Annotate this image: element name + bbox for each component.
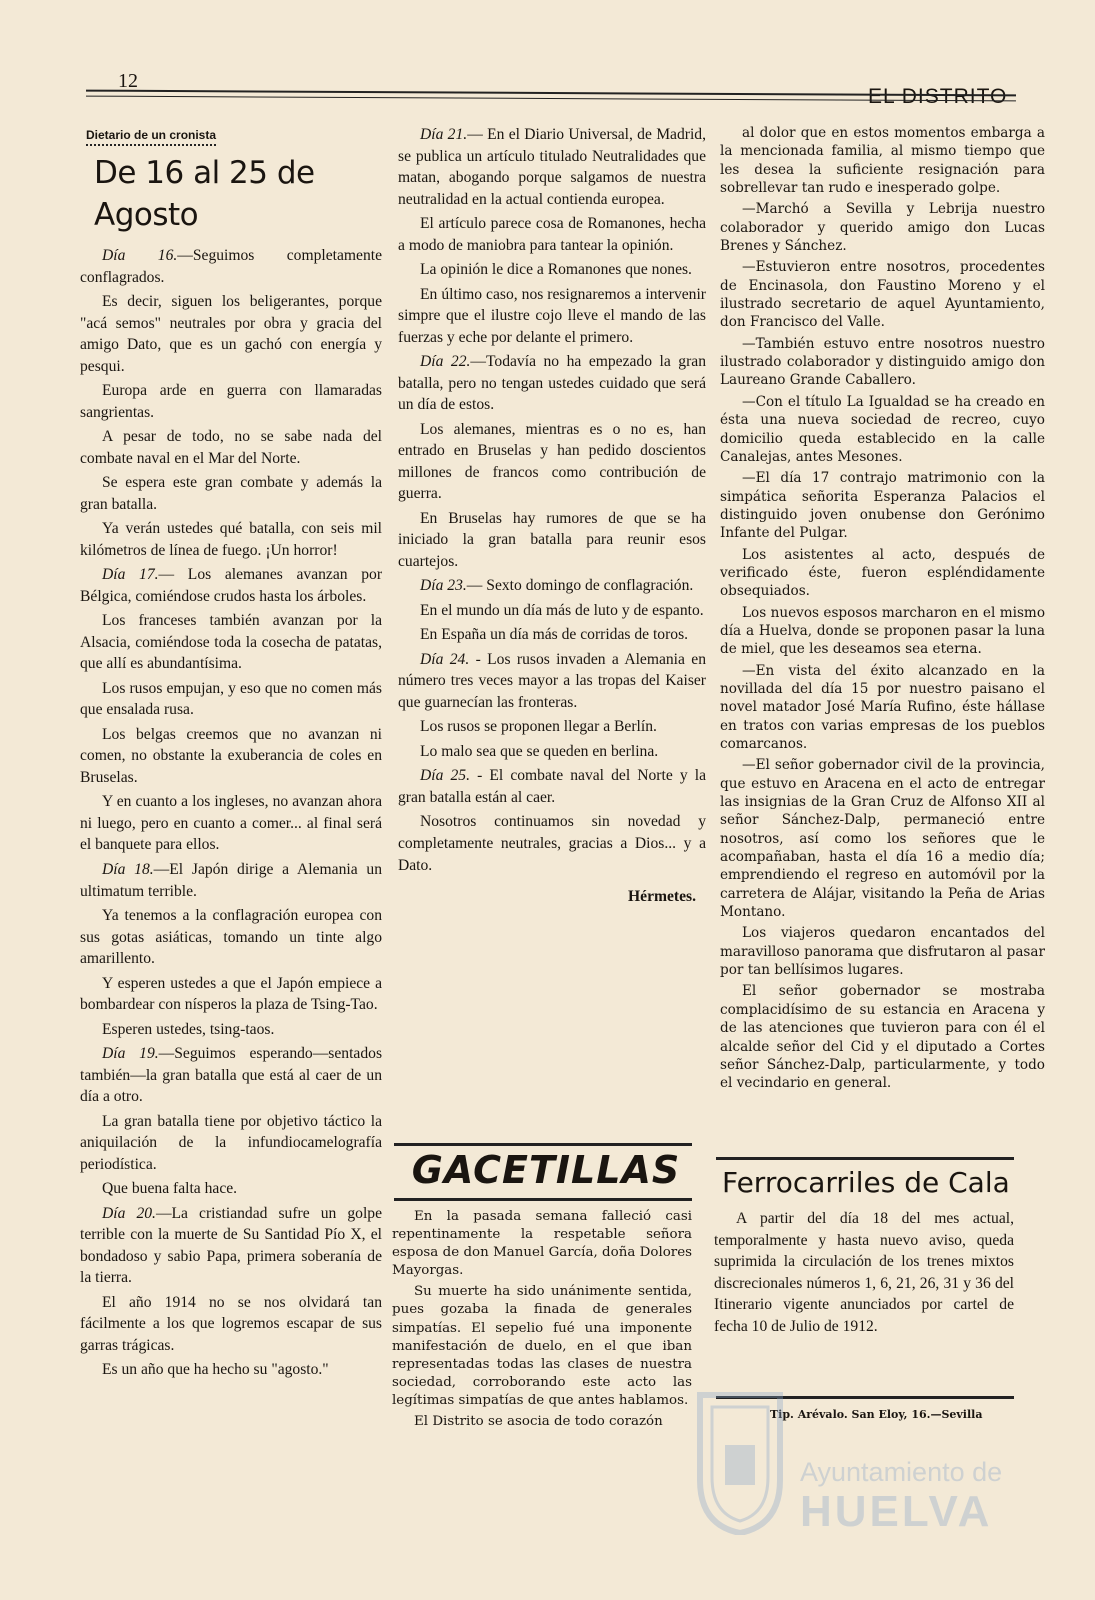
gacetillas-paragraph: El Distrito se asocia de todo corazón xyxy=(414,1414,663,1430)
watermark-line-2: HUELVA xyxy=(800,1487,993,1536)
column-1-paragraph: Día 20.—La cristiandad sufre un golpe terrible con la muerte de Su Santidad Pío X, el bondadoso y sabio Papa, primera soberanía de la tierra. xyxy=(80,1204,382,1287)
day-heading: Día 22. xyxy=(420,353,471,371)
column-1-paragraph: El año 1914 no se nos olvidará tan fácilmente a los que logremos escapar de sus garras trágicas. xyxy=(80,1293,382,1354)
column-2-paragraph: Día 21.— En el Diario Universal, de Madrid, se publica un artículo titulado Neutralidades que matan, abogando porque salgamos de nuestra neutralidad en la actual contienda europea. xyxy=(398,126,706,208)
column-2-paragraph: Lo malo sea que se queden en berlina. xyxy=(420,742,659,760)
gacetillas-rule-top xyxy=(394,1143,692,1146)
column-2-paragraph: Día 23.— Sexto domingo de conflagración. xyxy=(420,577,694,595)
column-3-paragraph: —Marchó a Sevilla y Lebrija nuestro colaborador y querido amigo don Lucas Brenes y Sánchez. xyxy=(720,201,1045,255)
column-3-paragraph: —Estuvieron entre nosotros, procedentes de Encinasola, don Faustino Moreno y el ilustrado secretario de aquel Ayuntamiento, don Francisco del Valle. xyxy=(720,259,1045,331)
column-1-paragraph: A pesar de todo, no se sabe nada del combate naval en el Mar del Norte. xyxy=(80,428,382,467)
page-number: 12 xyxy=(118,70,138,92)
column-1-paragraph: Día 17.— Los alemanes avanzan por Bélgica, comiéndose crudos hasta los árboles. xyxy=(80,566,383,605)
gacetillas-rule-bottom xyxy=(394,1198,692,1201)
column-3-paragraph: al dolor que en estos momentos embarga a la mencionada familia, al mismo tiempo que les desea la suficiente resignación para sobrellevar tan rudo e inesperado golpe. xyxy=(720,125,1045,197)
column-1-paragraph: Día 16.—Seguimos completamente conflagrados. xyxy=(80,247,383,286)
column-1-paragraph: Los franceses también avanzan por la Alsacia, comiéndose toda la cosecha de patatas, que allí es abundantísima. xyxy=(80,612,382,673)
column-1-paragraph: La gran batalla tiene por objetivo táctico la aniquilación de la infundiocamelografía periodística. xyxy=(80,1112,382,1173)
column-3-paragraph: Los asistentes al acto, después de verificado éste, fueron espléndidamente obsequiados. xyxy=(720,546,1045,600)
ferrocarriles-text: A partir del día 18 del mes actual, temporalmente y hasta nuevo aviso, queda suprimida la circulación de los trenes mixtos discrecionales números 1, 6, 21, 26, 31 y 36 del Itinerario vigente anunciados por cartel de fecha 10 de Julio de 1912. xyxy=(714,1210,1014,1335)
column-1-paragraph: Ya verán ustedes qué batalla, con seis mil kilómetros de línea de fuego. ¡Un horror! xyxy=(80,520,382,559)
column-1-paragraph: Día 19.—Seguimos esperando—sentados también—la gran batalla que está al caer de un día a otro. xyxy=(80,1045,383,1106)
column-1-paragraph: Se espera este gran combate y además la gran batalla. xyxy=(80,474,382,513)
day-heading: Día 20. xyxy=(102,1204,156,1222)
gacetillas-paragraph: Su muerte ha sido unánimente sentida, pues gozaba la finada de generales simpatías. El sepelio fué una imponente manifestación de duelo, en el que iban representadas todas las clases de nuestra sociedad, corroborando este acto las legítimas simpatías de que antes hablamos. xyxy=(392,1284,692,1408)
column-2-paragraph: Nosotros continuamos sin novedad y completamente neutrales, gracias a Dios... y a Dato. xyxy=(398,813,706,874)
column-2-paragraph: Día 25. - El combate naval del Norte y la gran batalla están al caer. xyxy=(398,767,706,806)
printer-imprint: Tip. Arévalo. San Eloy, 16.—Sevilla xyxy=(770,1408,983,1421)
column-1-paragraph: Europa arde en guerra con llamaradas sangrientas. xyxy=(80,382,382,421)
gacetillas-body xyxy=(392,1208,692,1434)
column-2-paragraph: En España un día más de corridas de toros. xyxy=(420,626,689,644)
column-2-paragraph: Los rusos se proponen llegar a Berlín. xyxy=(420,718,657,736)
column-1-paragraph: Día 18.—El Japón dirige a Alemania un ultimatum terrible. xyxy=(80,861,382,900)
column-2-paragraph: En último caso, nos resignaremos a intervenir simpre que el ilustre cojo lleve el mando de las fuerzas y eche por delante el primero. xyxy=(398,285,706,346)
column-3-paragraph: —El señor gobernador civil de la provincia, que estuvo en Aracena en el acto de entregar las insignias de la Gran Cruz de Alfonso XII al señor Sánchez-Dalp, permaneció entre nosotros, así como los señores que le acompañaban, hasta el día 16 a medio día; emprendiendo el regreso en automóvil por la carretera de Alájar, visitando la Peña de Arias Montano. xyxy=(720,757,1045,921)
column-3-paragraph: —El día 17 contrajo matrimonio con la simpática señorita Esperanza Palacios el distinguido joven onubense don Gerónimo Infante del Pulgar. xyxy=(720,470,1045,542)
column-1-paragraph: Es decir, siguen los beligerantes, porque "acá semos" neutrales por obra y gracia del amigo Dato, que es un gachó con energía y pesqui. xyxy=(80,293,382,375)
column-2-paragraph: Día 22.—Todavía no ha empezado la gran batalla, pero no tengan ustedes cuidado que será un día de estos. xyxy=(398,353,706,414)
column-3-paragraph: Los viajeros quedaron encantados del maravilloso panorama que disfrutaron al pasar por tan bellísimos lugares. xyxy=(720,925,1045,979)
day-heading: Día 23. xyxy=(420,577,467,595)
column-2-paragraph: La opinión le dice a Romanones que nones. xyxy=(420,261,692,279)
column-1-paragraph: Los rusos empujan, y eso que no comen más que ensalada rusa. xyxy=(80,679,382,719)
gacetillas-title: GACETILLAS xyxy=(411,1148,681,1192)
watermark-line-1: Ayuntamiento de xyxy=(800,1457,1003,1487)
column-1-body xyxy=(80,245,382,1381)
column-2-paragraph: El artículo parece cosa de Romanones, hecha a modo de maniobra para tantear la opinión. xyxy=(398,215,706,254)
ferrocarriles-rule-top xyxy=(716,1157,1014,1160)
day-heading: Día 21. xyxy=(420,126,468,143)
ayuntamiento-watermark xyxy=(690,1385,1020,1545)
column-3-paragraph: Los nuevos esposos marcharon en el mismo día a Huelva, donde se proponen pasar la luna de miel, que les deseamos sea eterna. xyxy=(720,604,1045,658)
column-2-body xyxy=(398,124,706,876)
column-1-paragraph: Ya tenemos a la conflagración europea con sus gotas asiáticas, tomando un tinte algo amarillento. xyxy=(80,907,382,968)
column-1-paragraph: Los belgas creemos que no avanzan ni comen, no obstante la exuberancia de coles en Bruselas. xyxy=(80,725,382,786)
day-heading: Día 25. xyxy=(420,767,470,785)
gacetillas-paragraph: En la pasada semana falleció casi repentinamente la respetable señora esposa de don Manuel García, doña Dolores Mayorgas. xyxy=(392,1209,692,1279)
day-heading: Día 18. xyxy=(102,861,154,878)
ferrocarriles-title: Ferrocarriles de Cala xyxy=(722,1166,1010,1199)
day-heading: Día 19. xyxy=(102,1045,159,1063)
column-2-paragraph: En el mundo un día más de luto y de espanto. xyxy=(420,601,704,619)
column-2-paragraph: En Bruselas hay rumores de que se ha iniciado la gran batalla para reunir esos cuartejos. xyxy=(398,509,706,570)
article-signature: Hérmetes. xyxy=(628,888,696,906)
newspaper-name: EL DISTRITO xyxy=(868,85,1008,108)
article-column-1 xyxy=(80,124,382,1384)
article-column-2 xyxy=(398,124,706,908)
ferrocarriles-body xyxy=(714,1208,1014,1340)
column-2-paragraph: Día 24. - Los rusos invaden a Alemania en número tres veces mayor a las tropas del Kaiser que guarnecían las fronteras. xyxy=(398,650,707,711)
column-3-paragraph: —En vista del éxito alcanzado en la novillada del día 15 por nuestro paisano el novel matador José María Rufino, éste hállase en tratos con varias empresas de los pueblos comarcanos. xyxy=(720,662,1045,752)
news-column-3 xyxy=(720,124,1045,1096)
column-3-paragraph: El señor gobernador se mostraba complacidísimo de su estancia en Aracena y de las atenciones que tuvieron para con él el alcalde señor del Cid y el diputado a Cortes señor Sánchez-Dalp, particularmente, y todo el vecindario en general. xyxy=(720,983,1045,1092)
column-3-paragraph: —También estuvo entre nosotros nuestro ilustrado colaborador y distinguido amigo don Laureano Grande Caballero. xyxy=(720,335,1045,389)
article-title: De 16 al 25 de Agosto xyxy=(94,154,315,234)
column-1-paragraph: Es un año que ha hecho su "agosto." xyxy=(102,1361,329,1379)
article-kicker: Dietario de un cronista xyxy=(86,127,216,146)
column-3-body xyxy=(720,124,1045,1093)
column-1-paragraph: Y esperen ustedes a que el Japón empiece a bombardear con nísperos la plaza de Tsing-Tao. xyxy=(80,974,382,1014)
column-1-paragraph: Esperen ustedes, tsing-taos. xyxy=(102,1020,275,1038)
column-1-paragraph: Que buena falta hace. xyxy=(102,1180,238,1198)
day-heading: Día 17. xyxy=(102,566,159,584)
day-heading: Día 24. xyxy=(420,650,470,668)
coat-of-arms-icon xyxy=(690,1385,790,1535)
column-3-paragraph: —Con el título La Igualdad se ha creado en ésta una nueva sociedad de recreo, cuyo domicilio queda establecido en la calle Canalejas, antes Mesones. xyxy=(720,393,1045,465)
column-1-paragraph: Y en cuanto a los ingleses, no avanzan ahora ni luego, pero en cuanto a comer... al final será el banquete para ellos. xyxy=(80,793,382,854)
column-2-paragraph: Los alemanes, mientras es o no es, han entrado en Bruselas y han pedido doscientos millones de francos como contribución de guerra. xyxy=(398,420,706,503)
day-heading: Día 16. xyxy=(102,247,178,265)
